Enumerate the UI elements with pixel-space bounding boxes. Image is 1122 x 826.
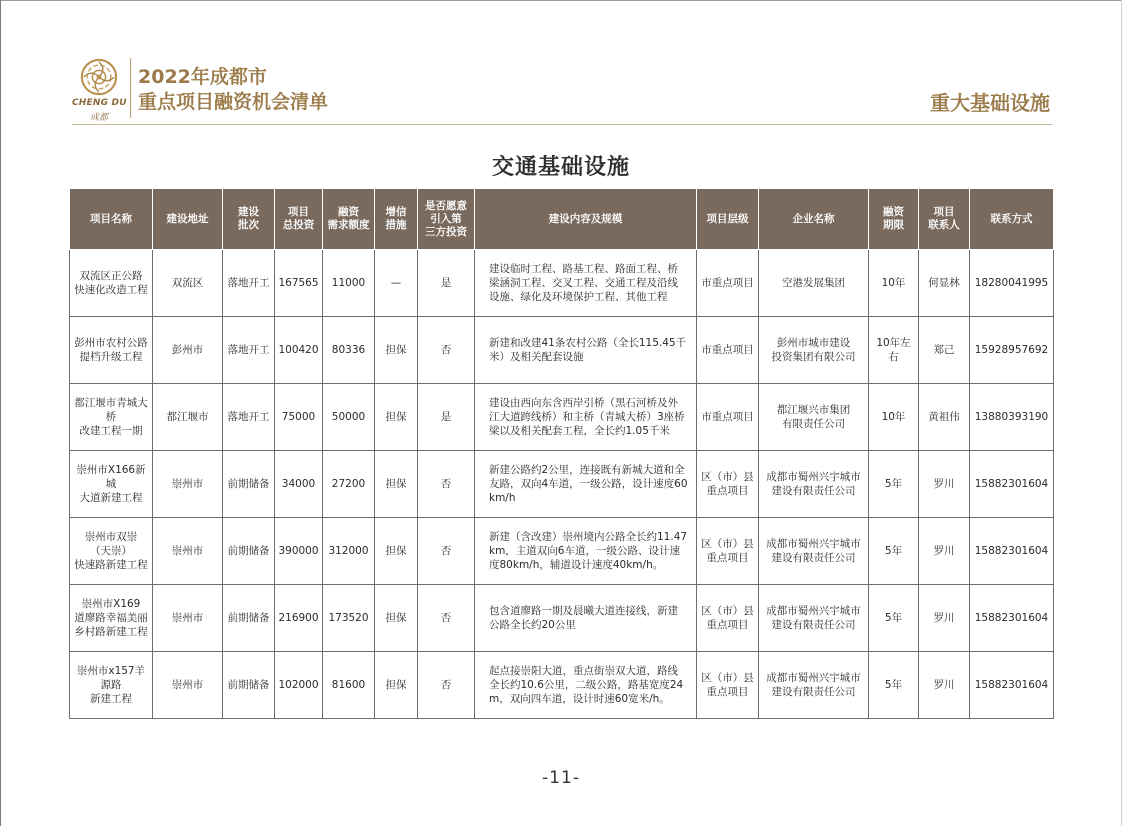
cell-contact-person: 罗川 (919, 451, 970, 518)
cell-financing-demand: 312000 (323, 518, 375, 585)
cell-financing-term: 10年 (869, 250, 919, 317)
cell-total-investment: 102000 (275, 652, 323, 719)
cell-contact-phone: 15928957692 (970, 317, 1054, 384)
cell-build-address: 崇州市 (153, 451, 223, 518)
cell-third-party-investment: 否 (418, 451, 475, 518)
table-row (70, 451, 1054, 518)
page-header (0, 50, 1122, 126)
cell-financing-demand: 81600 (323, 652, 375, 719)
cell-financing-demand: 11000 (323, 250, 375, 317)
cell-company-name: 成都市蜀州兴宇城市 建设有限责任公司 (759, 518, 869, 585)
section-title: 重大基础设施 (930, 91, 1050, 115)
cell-contact-person: 罗川 (919, 518, 970, 585)
cell-financing-term: 10年 (869, 384, 919, 451)
cell-project-name: 崇州市X169 道廖路幸福美丽 乡村路新建工程 (70, 585, 153, 652)
cell-credit-enhancement: 担保 (375, 652, 418, 719)
cell-project-level: 市重点项目 (697, 384, 759, 451)
column-header-credit-enhancement: 增信 措施 (375, 189, 418, 250)
chengdu-logo (72, 58, 126, 124)
sun-bird-emblem-icon (80, 58, 118, 96)
header-divider (72, 124, 1052, 125)
cell-third-party-investment: 否 (418, 317, 475, 384)
cell-company-name: 成都市蜀州兴宇城市 建设有限责任公司 (759, 652, 869, 719)
cell-contact-phone: 15882301604 (970, 585, 1054, 652)
projects-table (69, 188, 1054, 719)
cell-project-level: 区（市）县 重点项目 (697, 652, 759, 719)
cell-total-investment: 216900 (275, 585, 323, 652)
cell-project-level: 区（市）县 重点项目 (697, 518, 759, 585)
column-header-total-investment: 项目 总投资 (275, 189, 323, 250)
cell-build-batch: 前期储备 (223, 652, 275, 719)
table-header-row (70, 189, 1054, 250)
cell-financing-demand: 27200 (323, 451, 375, 518)
cell-build-address: 崇州市 (153, 585, 223, 652)
cell-credit-enhancement: 担保 (375, 451, 418, 518)
cell-credit-enhancement: 担保 (375, 384, 418, 451)
cell-credit-enhancement: 担保 (375, 585, 418, 652)
table-row (70, 250, 1054, 317)
cell-build-batch: 落地开工 (223, 250, 275, 317)
cell-financing-term: 10年左右 (869, 317, 919, 384)
window-top-edge (0, 0, 1122, 1)
column-header-build-batch: 建设 批次 (223, 189, 275, 250)
column-header-contact-phone: 联系方式 (970, 189, 1054, 250)
column-header-financing-term: 融资 期限 (869, 189, 919, 250)
cell-third-party-investment: 是 (418, 250, 475, 317)
cell-company-name: 都江堰兴市集团 有限责任公司 (759, 384, 869, 451)
cell-third-party-investment: 否 (418, 585, 475, 652)
cell-project-level: 市重点项目 (697, 250, 759, 317)
cell-build-address: 都江堰市 (153, 384, 223, 451)
cell-build-batch: 前期储备 (223, 518, 275, 585)
cell-project-name: 双流区正公路 快速化改造工程 (70, 250, 153, 317)
column-header-financing-demand: 融资 需求额度 (323, 189, 375, 250)
cell-financing-demand: 173520 (323, 585, 375, 652)
column-header-construction-content: 建设内容及规模 (475, 189, 697, 250)
column-header-build-address: 建设地址 (153, 189, 223, 250)
cell-contact-person: 罗川 (919, 652, 970, 719)
cell-financing-term: 5年 (869, 451, 919, 518)
cell-total-investment: 167565 (275, 250, 323, 317)
cell-project-name: 崇州市x157羊源路 新建工程 (70, 652, 153, 719)
cell-construction-content: 新建公路约2公里，连接既有新城大道和全友路，双向4车道，一级公路，设计速度60km/h (475, 451, 697, 518)
cell-construction-content: 建设临时工程、路基工程、路面工程、桥梁涵洞工程、交叉工程、交通工程及沿线设施、绿化及环境保护工程、其他工程 (475, 250, 697, 317)
cell-build-batch: 前期储备 (223, 451, 275, 518)
cell-contact-person: 何显林 (919, 250, 970, 317)
column-header-company-name: 企业名称 (759, 189, 869, 250)
cell-contact-phone: 13880393190 (970, 384, 1054, 451)
cell-financing-demand: 80336 (323, 317, 375, 384)
cell-construction-content: 建设由西向东含西岸引桥（黑石河桥及外江大道跨线桥）和主桥（青城大桥）3座桥梁以及相关配套工程，全长约1.05千米 (475, 384, 697, 451)
cell-project-name: 崇州市双崇 （天崇） 快速路新建工程 (70, 518, 153, 585)
cell-construction-content: 包含道廖路一期及晨曦大道连接线，新建公路全长约20公里 (475, 585, 697, 652)
cell-project-level: 区（市）县 重点项目 (697, 451, 759, 518)
table-row (70, 652, 1054, 719)
cell-financing-term: 5年 (869, 585, 919, 652)
cell-contact-phone: 18280041995 (970, 250, 1054, 317)
cell-financing-term: 5年 (869, 652, 919, 719)
cell-third-party-investment: 是 (418, 384, 475, 451)
table-row (70, 384, 1054, 451)
cell-project-name: 崇州市X166新城 大道新建工程 (70, 451, 153, 518)
cell-construction-content: 起点接崇阳大道，重点街崇双大道，路线全长约10.6公里，二级公路，路基宽度24m，双向四车道，设计时速60宽米/h。 (475, 652, 697, 719)
cell-project-name: 都江堰市青城大桥 改建工程一期 (70, 384, 153, 451)
cell-project-level: 区（市）县 重点项目 (697, 585, 759, 652)
logo-text-cn: 成都 (89, 113, 108, 123)
cell-company-name: 空港发展集团 (759, 250, 869, 317)
cell-third-party-investment: 否 (418, 518, 475, 585)
cell-financing-demand: 50000 (323, 384, 375, 451)
document-title-year: 2022年成都市 (138, 66, 267, 88)
cell-contact-person: 黄祖伟 (919, 384, 970, 451)
table-row (70, 518, 1054, 585)
cell-company-name: 彭州市城市建设 投资集团有限公司 (759, 317, 869, 384)
cell-credit-enhancement: 担保 (375, 317, 418, 384)
page-number: -11- (542, 768, 580, 788)
cell-contact-phone: 15882301604 (970, 518, 1054, 585)
column-header-project-name: 项目名称 (70, 189, 153, 250)
cell-project-name: 彭州市农村公路 提档升级工程 (70, 317, 153, 384)
column-header-third-party-investment: 是否愿意 引入第 三方投资 (418, 189, 475, 250)
cell-contact-person: 罗川 (919, 585, 970, 652)
cell-company-name: 成都市蜀州兴宇城市 建设有限责任公司 (759, 451, 869, 518)
cell-third-party-investment: 否 (418, 652, 475, 719)
cell-construction-content: 新建和改建41条农村公路（全长115.45千米）及相关配套设施 (475, 317, 697, 384)
cell-total-investment: 34000 (275, 451, 323, 518)
cell-build-address: 崇州市 (153, 518, 223, 585)
column-header-project-level: 项目层级 (697, 189, 759, 250)
page-title: 交通基础设施 (491, 155, 630, 180)
cell-contact-person: 郑己 (919, 317, 970, 384)
cell-total-investment: 75000 (275, 384, 323, 451)
cell-credit-enhancement: 担保 (375, 518, 418, 585)
cell-credit-enhancement: — (375, 250, 418, 317)
logo-divider (130, 58, 131, 118)
logo-text-en: CHENG DU (72, 98, 127, 108)
cell-total-investment: 390000 (275, 518, 323, 585)
cell-contact-phone: 15882301604 (970, 451, 1054, 518)
cell-build-address: 双流区 (153, 250, 223, 317)
table-row (70, 317, 1054, 384)
cell-construction-content: 新建（含改建）崇州境内公路全长约11.47km，主道双向6车道，一级公路、设计速度80km/h，辅道设计速度40km/h。 (475, 518, 697, 585)
column-header-contact-person: 项目 联系人 (919, 189, 970, 250)
cell-build-batch: 落地开工 (223, 384, 275, 451)
cell-build-address: 崇州市 (153, 652, 223, 719)
cell-total-investment: 100420 (275, 317, 323, 384)
cell-contact-phone: 15882301604 (970, 652, 1054, 719)
cell-build-batch: 前期储备 (223, 585, 275, 652)
table-body (70, 250, 1054, 719)
cell-build-batch: 落地开工 (223, 317, 275, 384)
cell-build-address: 彭州市 (153, 317, 223, 384)
cell-company-name: 成都市蜀州兴宇城市 建设有限责任公司 (759, 585, 869, 652)
table-row (70, 585, 1054, 652)
document-title-main: 重点项目融资机会清单 (138, 91, 329, 113)
cell-financing-term: 5年 (869, 518, 919, 585)
cell-project-level: 市重点项目 (697, 317, 759, 384)
